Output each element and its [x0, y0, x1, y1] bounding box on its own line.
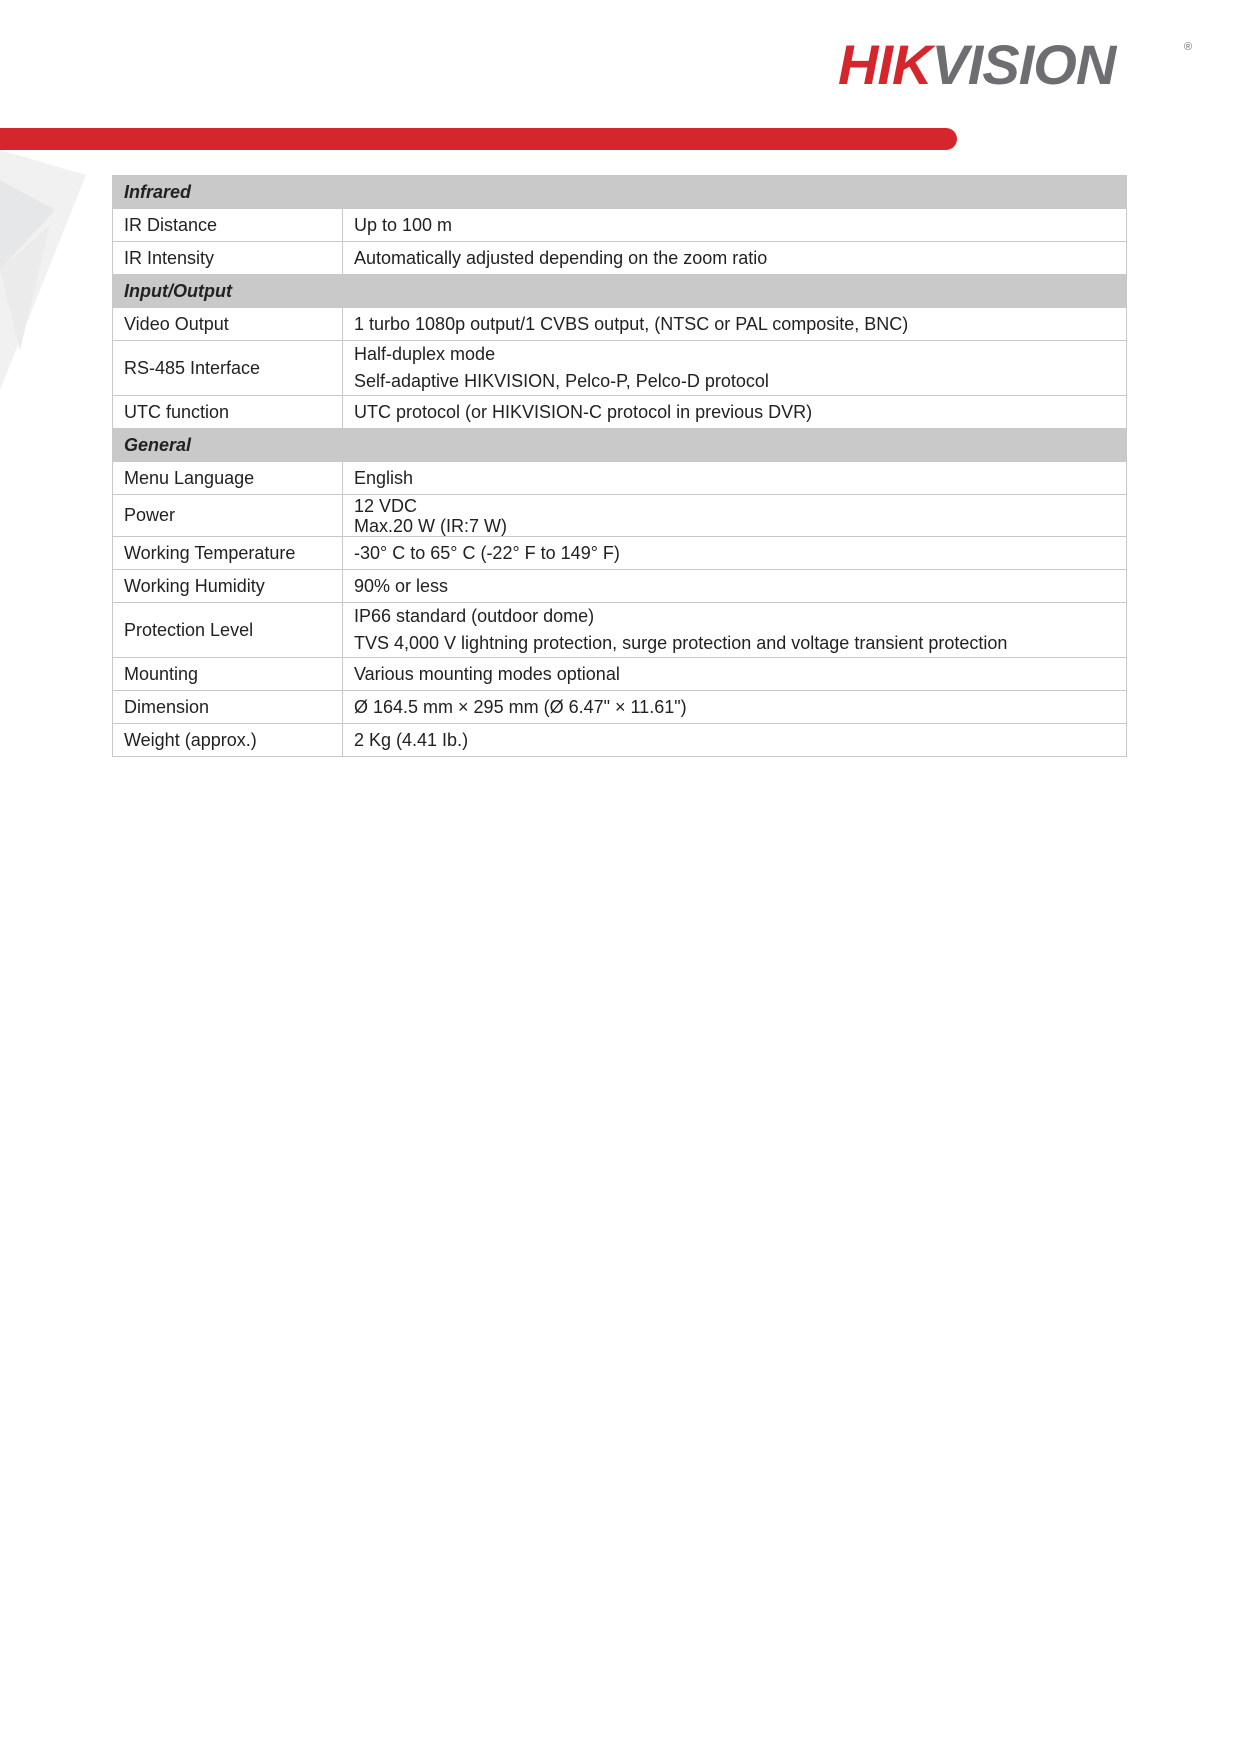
spec-label: Weight (approx.)	[113, 724, 343, 757]
section-filler	[343, 176, 1127, 209]
spec-value: 1 turbo 1080p output/1 CVBS output, (NTSC or PAL composite, BNC)	[343, 308, 1127, 341]
spec-value-line: 12 VDC	[354, 495, 418, 516]
section-filler	[343, 275, 1127, 308]
spec-value-line: Half-duplex mode	[354, 344, 496, 364]
decorative-shape	[0, 150, 110, 410]
table-row	[113, 462, 1127, 495]
spec-value: Automatically adjusted depending on the zoom ratio	[343, 242, 1127, 275]
spec-value	[343, 495, 1127, 537]
spec-value: Various mounting modes optional	[343, 658, 1127, 691]
table-row	[113, 724, 1127, 757]
spec-label: IR Intensity	[113, 242, 343, 275]
spec-value: English	[343, 462, 1127, 495]
spec-label: Protection Level	[113, 603, 343, 658]
table-row	[113, 341, 1127, 396]
logo-text-red: HIK	[838, 33, 932, 96]
table-row	[113, 308, 1127, 341]
spec-value-line: TVS 4,000 V lightning protection, surge protection and voltage transient protection	[354, 633, 1008, 653]
table-row	[113, 396, 1127, 429]
spec-value: Ø 164.5 mm × 295 mm (Ø 6.47" × 11.61")	[343, 691, 1127, 724]
section-general	[113, 429, 1127, 462]
section-input-output	[113, 275, 1127, 308]
spec-value-line: IP66 standard (outdoor dome)	[354, 606, 595, 626]
registered-mark: ®	[1184, 41, 1193, 53]
spec-label: Video Output	[113, 308, 343, 341]
spec-label: Mounting	[113, 658, 343, 691]
spec-table	[112, 175, 1127, 757]
table-row	[113, 209, 1127, 242]
section-title: Input/Output	[113, 275, 343, 308]
spec-label: RS-485 Interface	[113, 341, 343, 396]
spec-value: UTC protocol (or HIKVISION-C protocol in previous DVR)	[343, 396, 1127, 429]
spec-value: 2 Kg (4.41 Ib.)	[343, 724, 1127, 757]
logo-text-grey: VISION	[931, 33, 1116, 96]
hikvision-logo	[838, 30, 1198, 100]
spec-label: UTC function	[113, 396, 343, 429]
spec-value: Up to 100 m	[343, 209, 1127, 242]
table-row	[113, 658, 1127, 691]
spec-value: 90% or less	[343, 570, 1127, 603]
spec-value-line: Self-adaptive HIKVISION, Pelco-P, Pelco-D protocol	[354, 371, 769, 391]
header-red-bar	[0, 128, 957, 150]
spec-value: -30° C to 65° C (-22° F to 149° F)	[343, 537, 1127, 570]
spec-label: Menu Language	[113, 462, 343, 495]
section-infrared	[113, 176, 1127, 209]
spec-value	[343, 341, 1127, 396]
section-filler	[343, 429, 1127, 462]
table-row	[113, 242, 1127, 275]
spec-label: IR Distance	[113, 209, 343, 242]
spec-label: Working Temperature	[113, 537, 343, 570]
table-row	[113, 603, 1127, 658]
svg-text:HIKVISION	[838, 33, 1118, 96]
section-title: General	[113, 429, 343, 462]
table-row	[113, 495, 1127, 537]
table-row	[113, 537, 1127, 570]
table-row	[113, 570, 1127, 603]
spec-label: Power	[113, 495, 343, 537]
section-title: Infrared	[113, 176, 343, 209]
spec-label: Working Humidity	[113, 570, 343, 603]
spec-value-line: Max.20 W (IR:7 W)	[354, 515, 508, 536]
spec-value	[343, 603, 1127, 658]
spec-label: Dimension	[113, 691, 343, 724]
table-row	[113, 691, 1127, 724]
